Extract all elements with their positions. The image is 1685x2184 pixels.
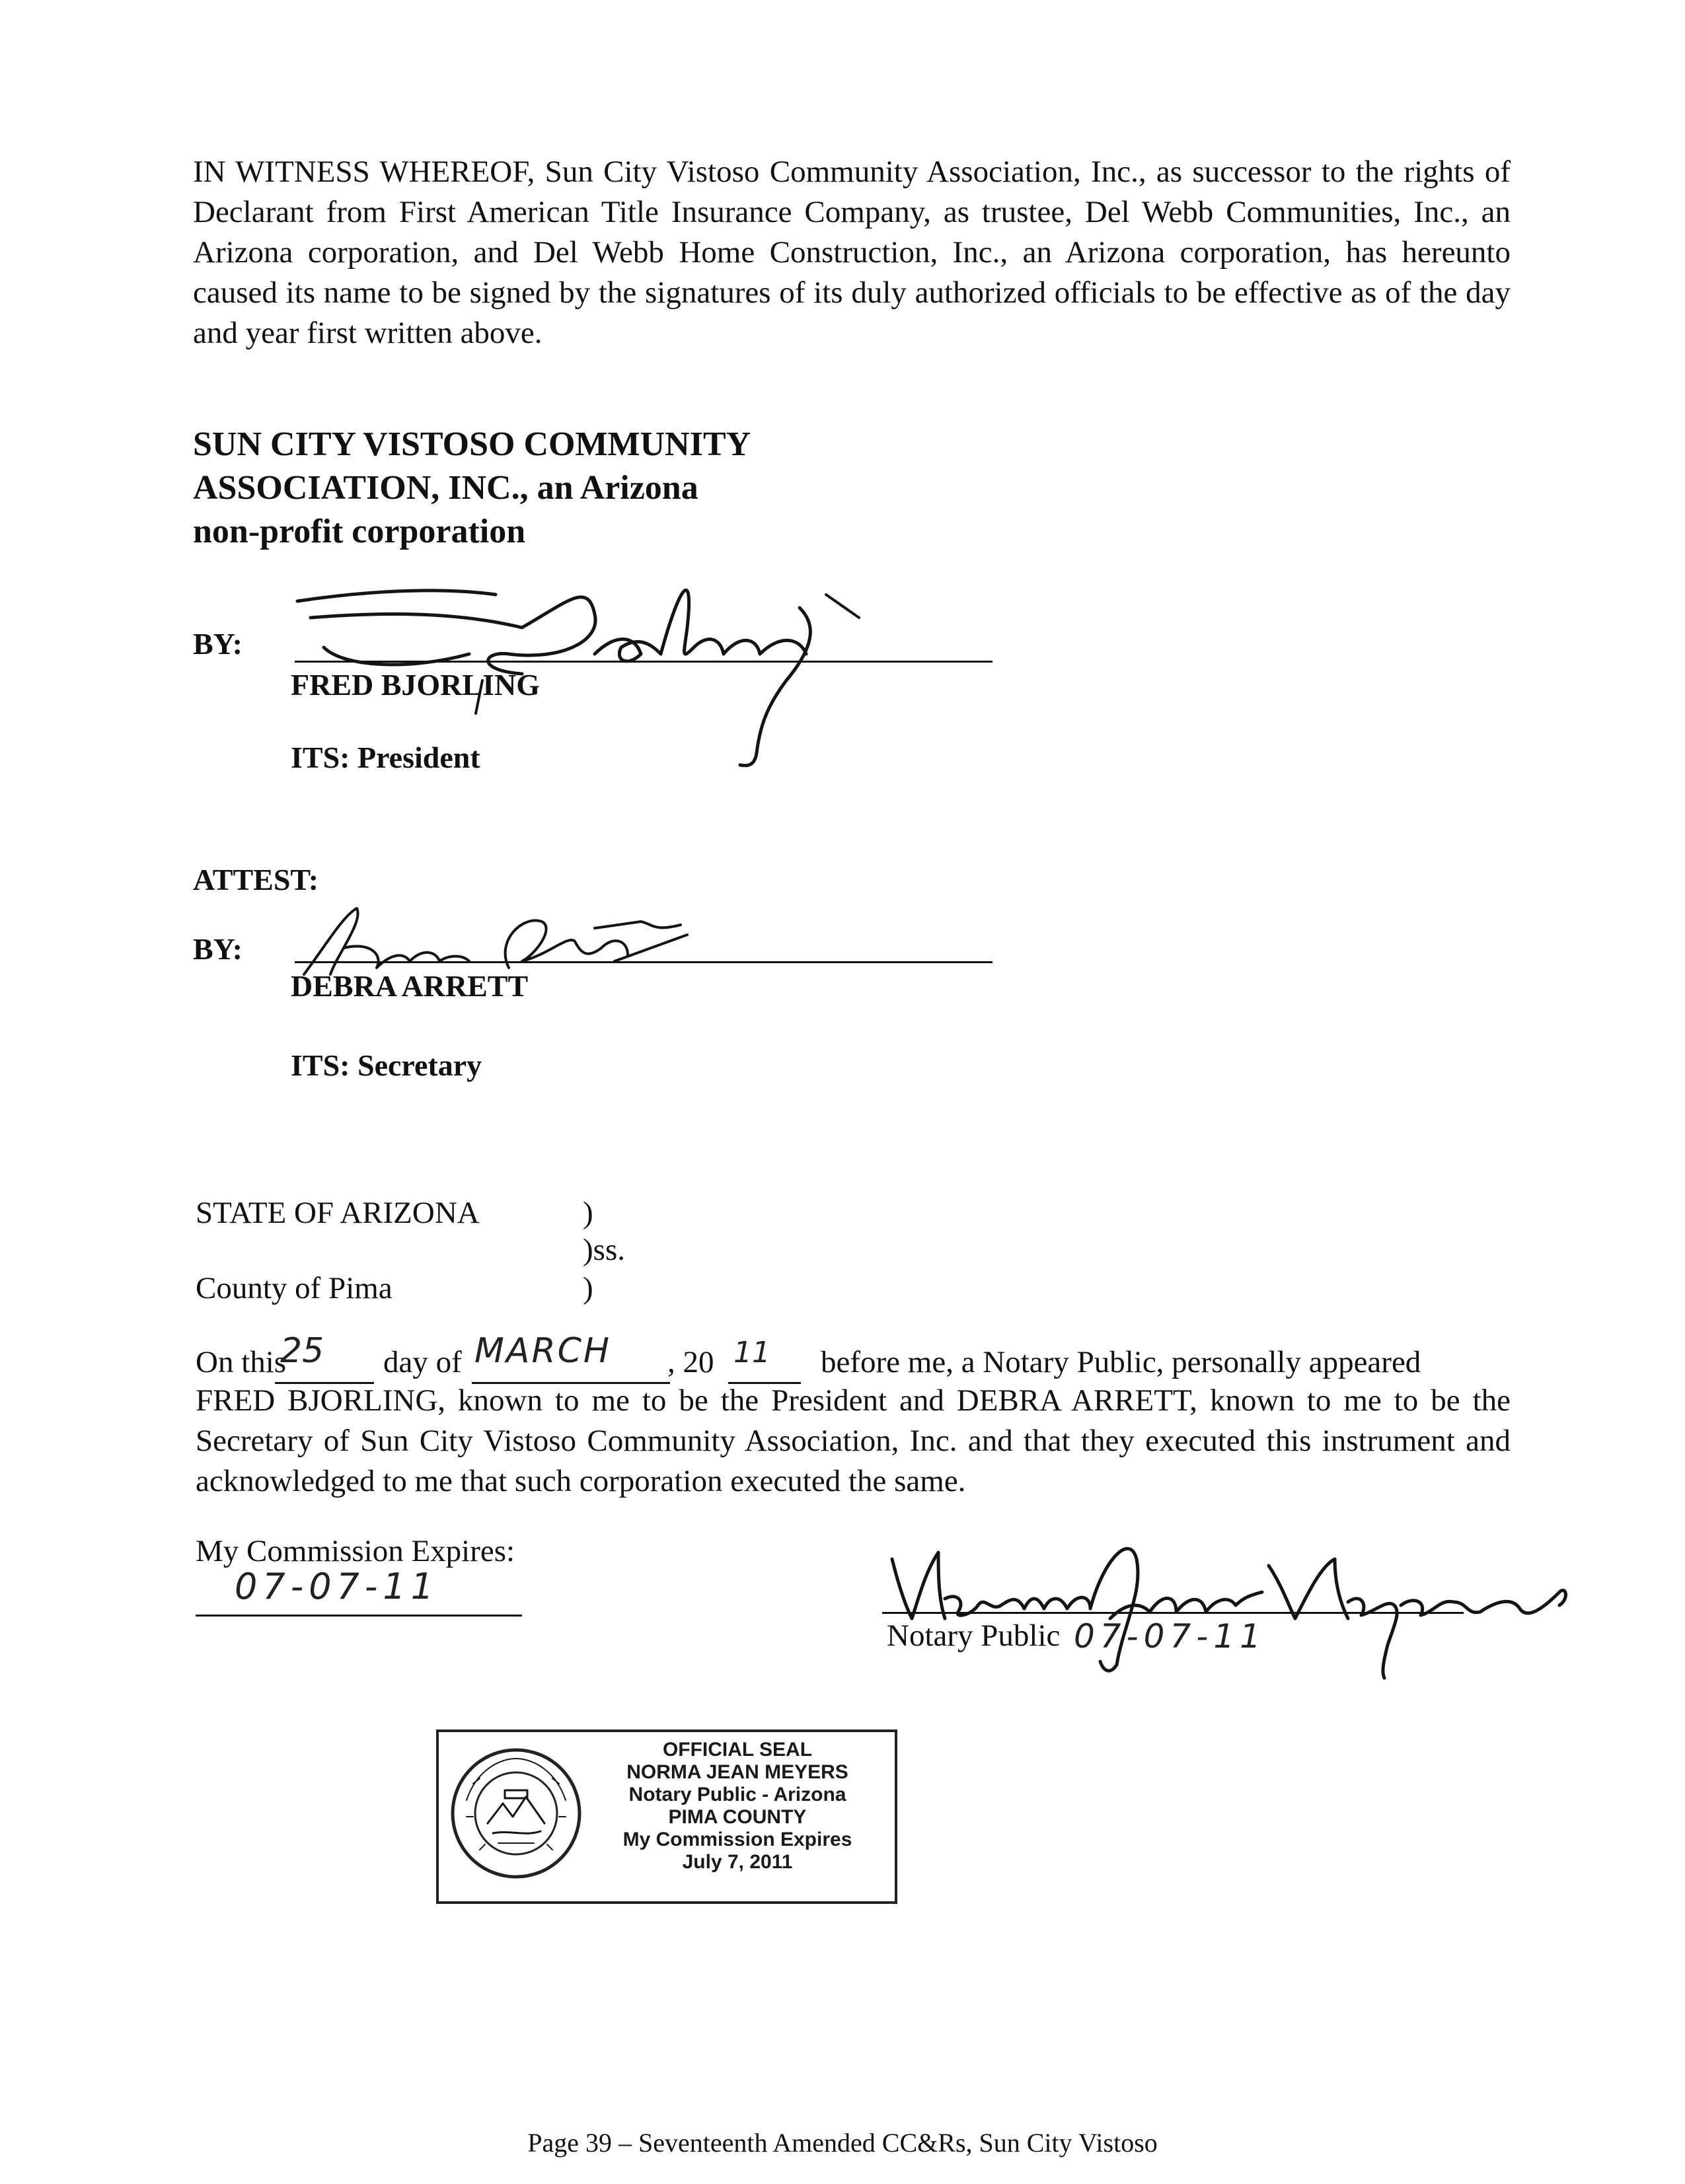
secretary-signature [284,895,707,994]
venue-paren-ss: )ss. [583,1233,625,1267]
seal-line-2: NORMA JEAN MEYERS [626,1761,848,1783]
ack-prefix: On this [196,1345,287,1379]
notary-signature [872,1519,1586,1685]
commission-date: 07-07-11 [235,1566,439,1607]
ack-day: 25 [280,1331,324,1371]
seal-text-block [592,1739,883,1874]
notary-label: Notary Public [887,1619,1061,1653]
venue-paren-bottom: ) [583,1271,593,1305]
ack-year: 11 [733,1336,770,1369]
organization-line-2: ASSOCIATION, INC., an Arizona [193,469,698,507]
by-label-1: BY: [193,627,243,661]
commission-line [196,1615,522,1617]
seal-line-1: OFFICIAL SEAL [662,1739,813,1761]
seal-line-6: July 7, 2011 [682,1851,793,1873]
venue-state: STATE OF ARIZONA [196,1196,480,1230]
by-label-2: BY: [193,932,243,966]
commission-label: My Commission Expires: [196,1534,515,1568]
signer2-title: ITS: Secretary [291,1048,482,1082]
witness-paragraph: IN WITNESS WHEREOF, Sun City Vistoso Community Association, Inc., as successor to the rights of Declarant from First American Title Insurance Company, as trustee, Del Webb Communities, Inc., an Arizona corporation, and Del Webb Home Construction, Inc., an Arizona corporation, has hereunto caused its name to be signed by the signatures of its duly authorized officials to be effective as of the day and year first written above. [193,155,1511,350]
ack-continuation: before me, a Notary Public, personally appeared [821,1345,1421,1379]
president-signature [284,555,879,780]
signer1-name: FRED BJORLING [291,668,540,702]
organization-line-3: non-profit corporation [193,513,526,550]
ack-year-prefix: , 20 [667,1345,714,1379]
page-footer: Page 39 – Seventeenth Amended CC&Rs, Sun City Vistoso [527,2128,1158,2158]
signer1-title: ITS: President [291,741,480,774]
ack-day-of: day of [383,1345,462,1379]
venue-paren-top: ) [583,1196,593,1230]
notary-seal-stamp [436,1729,897,1904]
notary-date: 07-07-11 [1074,1617,1266,1656]
organization-line-1: SUN CITY VISTOSO COMMUNITY [193,425,751,463]
signer2-name: DEBRA ARRETT [291,969,529,1003]
seal-line-4: PIMA COUNTY [668,1806,807,1828]
arizona-state-seal-emblem [447,1744,585,1883]
ack-body: FRED BJORLING, known to me to be the President and DEBRA ARRETT, known to me to be the Secretary of Sun City Vistoso Community Association, Inc. and that they executed this instrument and acknowledged to me that such corporation executed the same. [196,1383,1511,1498]
seal-line-5: My Commission Expires [622,1829,852,1850]
organization-block [193,423,751,554]
venue-county: County of Pima [196,1271,393,1305]
attest-label: ATTEST: [193,863,319,896]
seal-line-3: Notary Public - Arizona [628,1784,846,1805]
ack-month: MARCH [474,1331,611,1371]
